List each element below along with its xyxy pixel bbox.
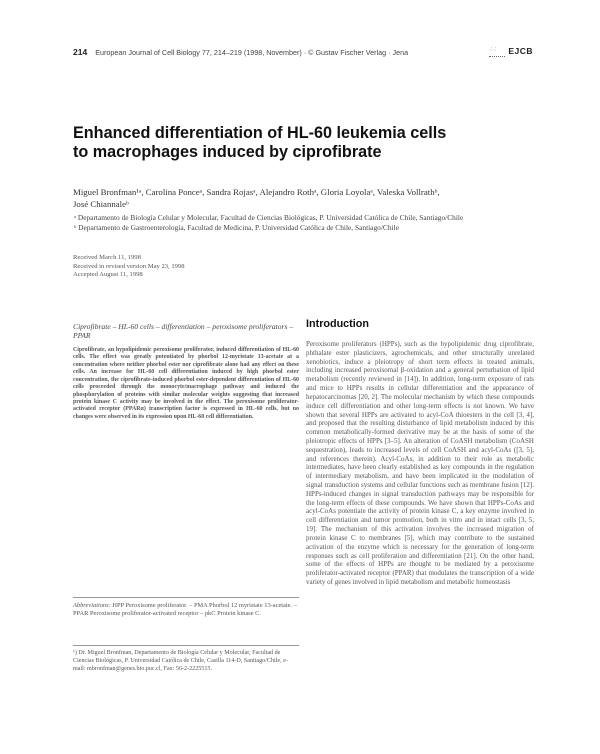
correspondence-divider [73, 645, 299, 646]
authors-line-1: Miguel Bronfman¹ᵃ, Carolina Ponceᵃ, Sandra Rojasᵃ, Alejandro Rothᵃ, Gloria Loyolaᵃ, Valeska Vollrathᵇ, [73, 187, 440, 197]
submission-dates [73, 254, 373, 280]
affiliation-a: ᵃ Departamento de Biología Celular y Molecular, Facultad de Ciencias Biológicas, P. Universidad Católica de Chile, Santiago/Chile [74, 213, 464, 222]
introduction-body: Peroxisome proliferators (HPPs), such as the hypolipidemic drug ciprofibrate, phthalate ester plasticizers, agrochemicals, and other structurally unrelated xenobiotics, induce a pleiotropy of short term effects in treated animals, including increased peroxisomal β-oxidation and a general perturbation of lipid metabolism (recently reviewed in [14]). In addition, long-term exposure of rats and mice to HPPs results in cellular differentiation and the appearance of hepatocarcinomas [20, 2]. The molecular mechanism by which these compounds induce cell differentiation and other long-term effects is not known. We have shown that several HPPs are activated to acyl-CoA thioesters in the cell [3, 4], and proposed that the resulting disturbance of lipid metabolism induced by this common metabolically-formed derivative may be at the basis of some of the pleiotropic effects of HPPs [3–5]. An alteration of CoASH metabolism (CoASH sequestration), leads to increased levels of cell CoASH and acyl-CoAs ([3, 5], and references therein). Acyl-CoAs, in addition to their role as metabolic intermediates, have been clearly established as key compounds in the regulation of intermediary metabolism, and have been implicated in the modulation of signal transduction systems and cellular functions such as membrane fusion [12]. HPPs-induced changes in signal transduction pathways may be responsible for the long-term effects of these compounds. We have shown that HPPs-CoAs and acyl-CoAs potentiate the activity of protein kinase C, a key enzyme involved in cell differentiation and tumor promotion, both in vitro and in intact cells [3, 5, 19]. The mechanism of this activation involves the increased migration of protein kinase C to membranes [5], which may contribute to the sustained activation of the enzyme which is necessary for the generation of long-term responses such as cell proliferation and differentiation [21]. On the other hand, some of the effects of HPPs are thought to be mediated by a peroxisome proliferator-activated receptor (PPAR) that modulates the transcription of a wide variety of genes involved in lipid metabolism and metabolic homeostasis [306, 340, 534, 586]
right-column [306, 318, 534, 587]
title-line-2: to macrophages induced by ciprofibrate [73, 143, 382, 161]
running-header [73, 47, 533, 63]
affiliation-b: ᵇ Departamento de Gastroenterología, Facultad de Medicina, P. Universidad Católica de Chile, Santiago/Chile [74, 222, 399, 232]
page-number: 214 [73, 47, 88, 57]
author-list [73, 187, 543, 210]
left-column [73, 322, 299, 421]
abbreviations-text: HPP Peroxisome proliferator. – PMA Phorbol 12 myristate 13-acetate. – PPAR Peroxisome proliferator-activated receptor – pkC Protein kinase C. [73, 602, 297, 617]
accepted-date: Accepted August 11, 1998 [73, 271, 143, 279]
footnote-divider [73, 597, 299, 598]
title-line-1: Enhanced differentiation of HL-60 leukemia cells [73, 124, 447, 142]
authors-line-2: José Chiannaleᵇ [73, 198, 129, 209]
publisher-mark-icon: ·:·: [489, 47, 505, 57]
abstract: Ciprofibrate, an hypolipidemic peroxisome proliferator, induced differentiation of HL-60 cells. The effect was greatly potentiated by phorbol 12-myristate 13-acetate at a concentration where neither phorbol ester nor ciprofibrate alone had any effect on these cells. An increase for HL-60 cell differentiation induced by high phorbol ester concentration, the ciprofibrate-induced phorbol ester-dependent differentiation of HL-60 cells proceeded through the monocyte/macrophage pathway and induced the phosphorylation of proteins with similar molecular weights suggesting that increased protein kinase C activity may be involved in the effect. The peroxisome proliferator-activated receptor (PPARα) transcription factor is expressed in HL-60 cells, but no changes were observed in its expression upon HL-60 cell differentiation. [73, 346, 299, 420]
affiliations [73, 213, 543, 232]
received-date: Received March 11, 1998 [73, 254, 141, 261]
article-title [73, 124, 543, 162]
keywords: Ciprofibrate – HL-60 cells – differentiation – peroxisome proliferators – PPAR [73, 322, 294, 341]
section-heading: Introduction [306, 318, 369, 330]
revised-date: Received in revised version May 23, 1998 [73, 262, 185, 270]
abbreviations-label: Abbreviations: [73, 602, 111, 609]
abbreviations [73, 602, 299, 618]
correspondence-footnote: ¹) Dr. Miguel Bronfman, Departamento de Biología Celular y Molecular, Facultad de Ciencias Biológicas, P. Universidad Católica de Chile, Casilla 114-D, Santiago/Chile, e-mail: mbronfman@genes.bio.puc.cl, Fax: 56-2-2225515. [73, 650, 288, 672]
journal-logo: EJCB [508, 46, 533, 56]
running-head-text: European Journal of Cell Biology 77, 214–219 (1998, November) · © Gustav Fischer Verlag · Jena [95, 48, 409, 57]
